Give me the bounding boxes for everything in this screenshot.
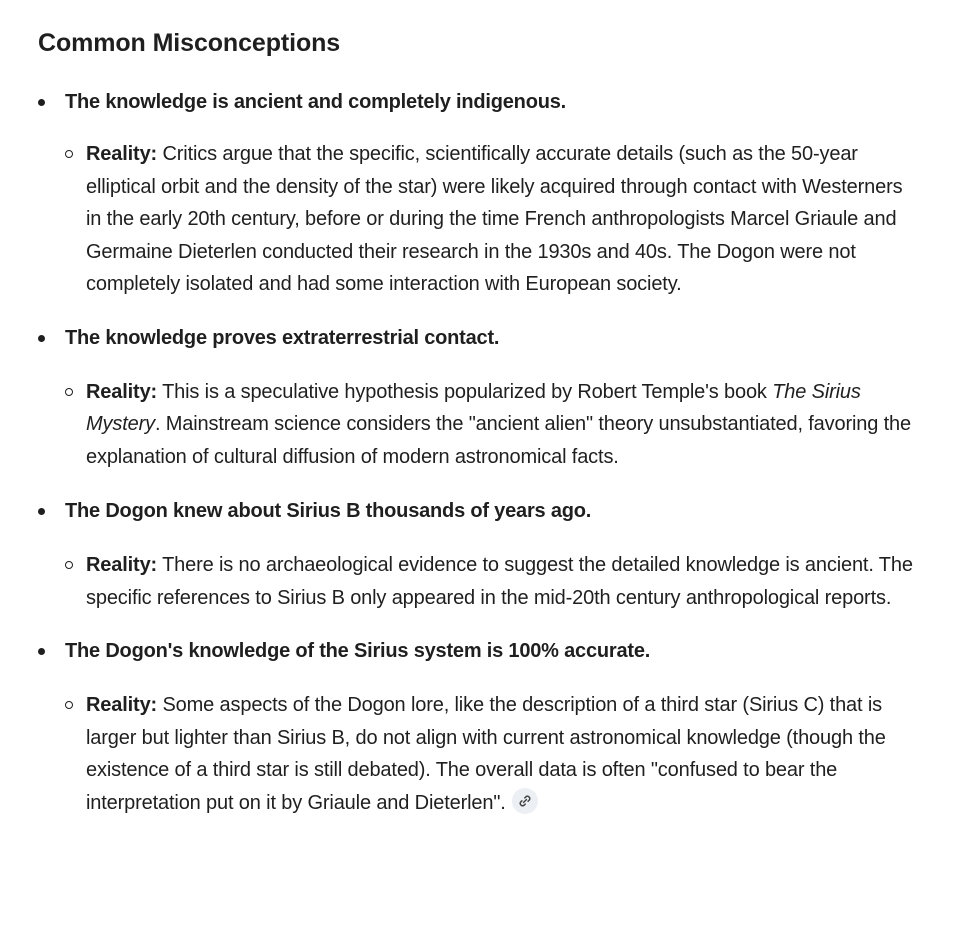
- reality-description-start: This is a speculative hypothesis popularized by Robert Temple's book: [162, 380, 773, 403]
- sub-bullet-icon: [65, 150, 73, 158]
- bullet-icon: [38, 335, 45, 342]
- misconception-claim: The knowledge is ancient and completely indigenous.: [65, 91, 567, 113]
- list-item: [38, 495, 956, 614]
- reality-text: [86, 376, 918, 474]
- sub-bullet-icon: [65, 561, 73, 569]
- book-title: The Sirius Mystery: [86, 380, 861, 435]
- misconceptions-list: [38, 86, 956, 819]
- reality-text: [86, 689, 918, 819]
- section-heading: Common Misconceptions: [38, 29, 341, 57]
- link-glyph: [518, 794, 532, 808]
- reality-description-end: . Mainstream science considers the "ancient alien" theory unsubstantiated, favoring the explanation of cultural diffusion of modern astronomical facts.: [86, 413, 911, 468]
- sub-bullet-icon: [65, 701, 73, 709]
- misconception-claim: The Dogon's knowledge of the Sirius system is 100% accurate.: [65, 640, 651, 662]
- reality-description: Some aspects of the Dogon lore, like the description of a third star (Sirius C) that is larger but lighter than Sirius B, do not align with current astronomical knowledge (though the existence of a third star is still debated). The overall data is often "confused to bear the interpretation put on it by Griaule and Dieterlen".: [86, 694, 886, 814]
- reality-text: [86, 138, 918, 301]
- list-item: [38, 322, 956, 474]
- bullet-icon: [38, 648, 45, 655]
- reality-item: [86, 549, 918, 614]
- reality-label: Reality:: [86, 694, 158, 716]
- misconception-claim: The Dogon knew about Sirius B thousands of years ago.: [65, 500, 592, 522]
- reality-item: [86, 689, 918, 819]
- reality-label: Reality:: [86, 380, 158, 403]
- reality-description: There is no archaeological evidence to suggest the detailed knowledge is ancient. The specific references to Sirius B only appeared in the mid-20th century anthropological reports.: [86, 554, 913, 609]
- sub-bullet-icon: [65, 388, 73, 396]
- reality-item: [86, 138, 918, 301]
- misconception-claim: The knowledge proves extraterrestrial contact.: [65, 326, 500, 349]
- reality-label: Reality:: [86, 554, 158, 576]
- reality-item: [86, 376, 918, 474]
- reality-label: Reality:: [86, 143, 158, 165]
- bullet-icon: [38, 508, 45, 515]
- bullet-icon: [38, 99, 45, 106]
- reality-description: Critics argue that the specific, scientifically accurate details (such as the 50-year elliptical orbit and the density of the star) were likely acquired through contact with Westerners in the early 20th century, before or during the time French anthropologists Marcel Griaule and Germaine Dieterlen conducted their research in the 1930s and 40s. The Dogon were not completely isolated and had some interaction with European society.: [86, 143, 903, 295]
- reality-text: [86, 549, 918, 614]
- list-item: [38, 86, 956, 301]
- list-item: [38, 635, 956, 819]
- link-icon[interactable]: [512, 788, 538, 814]
